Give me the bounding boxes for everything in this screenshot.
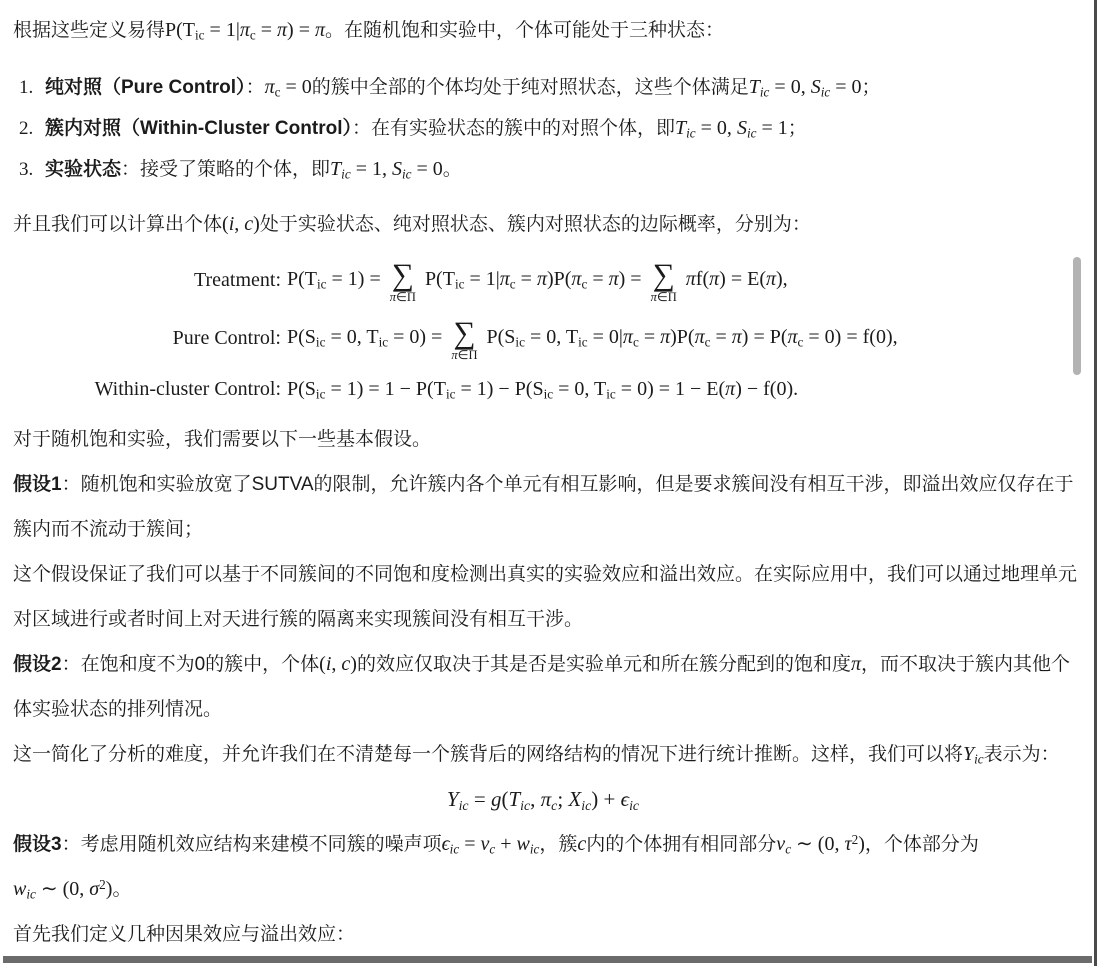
paragraph-assumption1-note <box>13 552 1078 642</box>
equation-formula: $P(S_{ic} = 0$, $T_{ic} = 0$) = ∑ π∈Π $P(S_{ic} = 0$, $T_{ic} = 0|\pi_c = \pi)P(\pi_c = \pi) = P(\pi_c = 0) = f(0)$, <box>287 315 898 363</box>
list-number: 1. <box>19 77 34 98</box>
paragraph-assumption2 <box>13 642 1073 732</box>
assumption3-line1: 假设3：考虑用随机效应结构来建模不同簇的噪声项$\epsilon_{ic} = v_c + w_{ic}$，簇c内的个体拥有相同部分$v_c$ ∼ (0, $\tau^2$)，个体部分为 <box>13 832 979 857</box>
state-item-treated <box>13 149 1073 190</box>
assumption1-note-line2: 对区域进行或者时间上对天进行簇的隔离来实现簇间没有相互干涉。 <box>13 609 584 630</box>
paragraph-marginal-intro: 并且我们可以计算出个体(i, c)处于实验状态、纯对照状态、簇内对照状态的边际概率，分别为： <box>13 213 811 235</box>
equation-label: Treatment: <box>193 268 281 291</box>
assumption2-line2: 体实验状态的排列情况。 <box>13 699 223 720</box>
state-item-text: 簇内对照（Within-Cluster Control）：在有实验状态的簇中的对照个体，即$T_{ic} = 0$, $S_{ic} = 1$； <box>45 117 807 141</box>
list-number: 3. <box>19 159 34 180</box>
state-item-pure-control <box>13 67 1073 108</box>
equation-label: Within-cluster Control: <box>94 377 281 400</box>
paragraph-assumption3 <box>13 822 1073 912</box>
paragraph-closing: 首先我们定义几种因果效应与溢出效应： <box>13 924 356 945</box>
marginal-probability-equations <box>13 251 1073 411</box>
assumption2-line1: 假设2：在饱和度不为0的簇中，个体(i, c)的效应仅取决于其是否是实验单元和所在簇分配到的饱和度π，而不取决于簇内其他个 <box>13 653 1071 675</box>
list-number: 2. <box>19 118 34 139</box>
equation-formula: $P(T_{ic} = 1)$ = ∑ π∈Π $P(T_{ic} = 1|\pi_c = \pi)P(\pi_c = \pi)$ = ∑ π∈Π πf(π) = E(π), <box>287 257 788 305</box>
paragraph-assumption1 <box>13 462 1073 552</box>
equation-row-pure-control <box>13 309 1073 367</box>
assumption1-line2: 簇内而不流动于簇间； <box>13 519 204 540</box>
assumption3-line2: $w_{ic}$ ∼ (0, $\sigma^2$)。 <box>13 877 132 902</box>
model-equation: $Y_{ic} = g(T_{ic}$, $\pi_c$; $X_{ic}) + \epsilon_{ic}$ <box>446 787 640 813</box>
equation-formula: $P(S_{ic} = 1) = 1 - P(T_{ic} = 1) - P(S_{ic} = 0$, $T_{ic} = 0) = 1 - E(\pi) - f(0)$. <box>287 377 799 402</box>
equation-label: Pure Control: <box>172 326 281 349</box>
assumption1-note-line1: 这个假设保证了我们可以基于不同簇间的不同饱和度检测出真实的实验效应和溢出效应。在实际应用中，我们可以通过地理单元 <box>13 564 1078 585</box>
assumption1-line1: 假设1：随机饱和实验放宽了SUTVA的限制，允许簇内各个单元有相互影响，但是要求簇间没有相互干涉，即溢出效应仅存在于 <box>13 474 1074 495</box>
state-item-text: 纯对照（Pure Control）：$\pi_c = 0$的簇中全部的个体均处于纯对照状态，这些个体满足$T_{ic} = 0$, $S_{ic} = 0$； <box>45 76 881 100</box>
equation-row-treatment <box>13 251 1073 309</box>
right-window-border <box>1094 0 1097 966</box>
paragraph-assumptions-lead: 对于随机饱和实验，我们需要以下一些基本假设。 <box>13 429 432 450</box>
paragraph-inference-note: 这一简化了分析的难度，并允许我们在不清楚每一个簇背后的网络结构的情况下进行统计推断。这样，我们可以将$Y_{ic}$表示为： <box>13 743 1060 767</box>
state-item-within-cluster-control <box>13 108 1073 149</box>
bottom-window-border <box>3 956 1092 963</box>
equation-row-within-cluster-control <box>13 367 1073 411</box>
state-item-text: 实验状态：接受了策略的个体，即$T_{ic} = 1$, $S_{ic} = 0$。 <box>45 158 462 182</box>
states-list <box>13 67 1073 190</box>
paragraph-intro: 根据这些定义易得$P(T_{ic} = 1|\pi_c = \pi) = \pi$。在随机饱和实验中，个体可能处于三种状态： <box>13 19 725 43</box>
vertical-scrollbar-thumb[interactable] <box>1073 257 1081 375</box>
